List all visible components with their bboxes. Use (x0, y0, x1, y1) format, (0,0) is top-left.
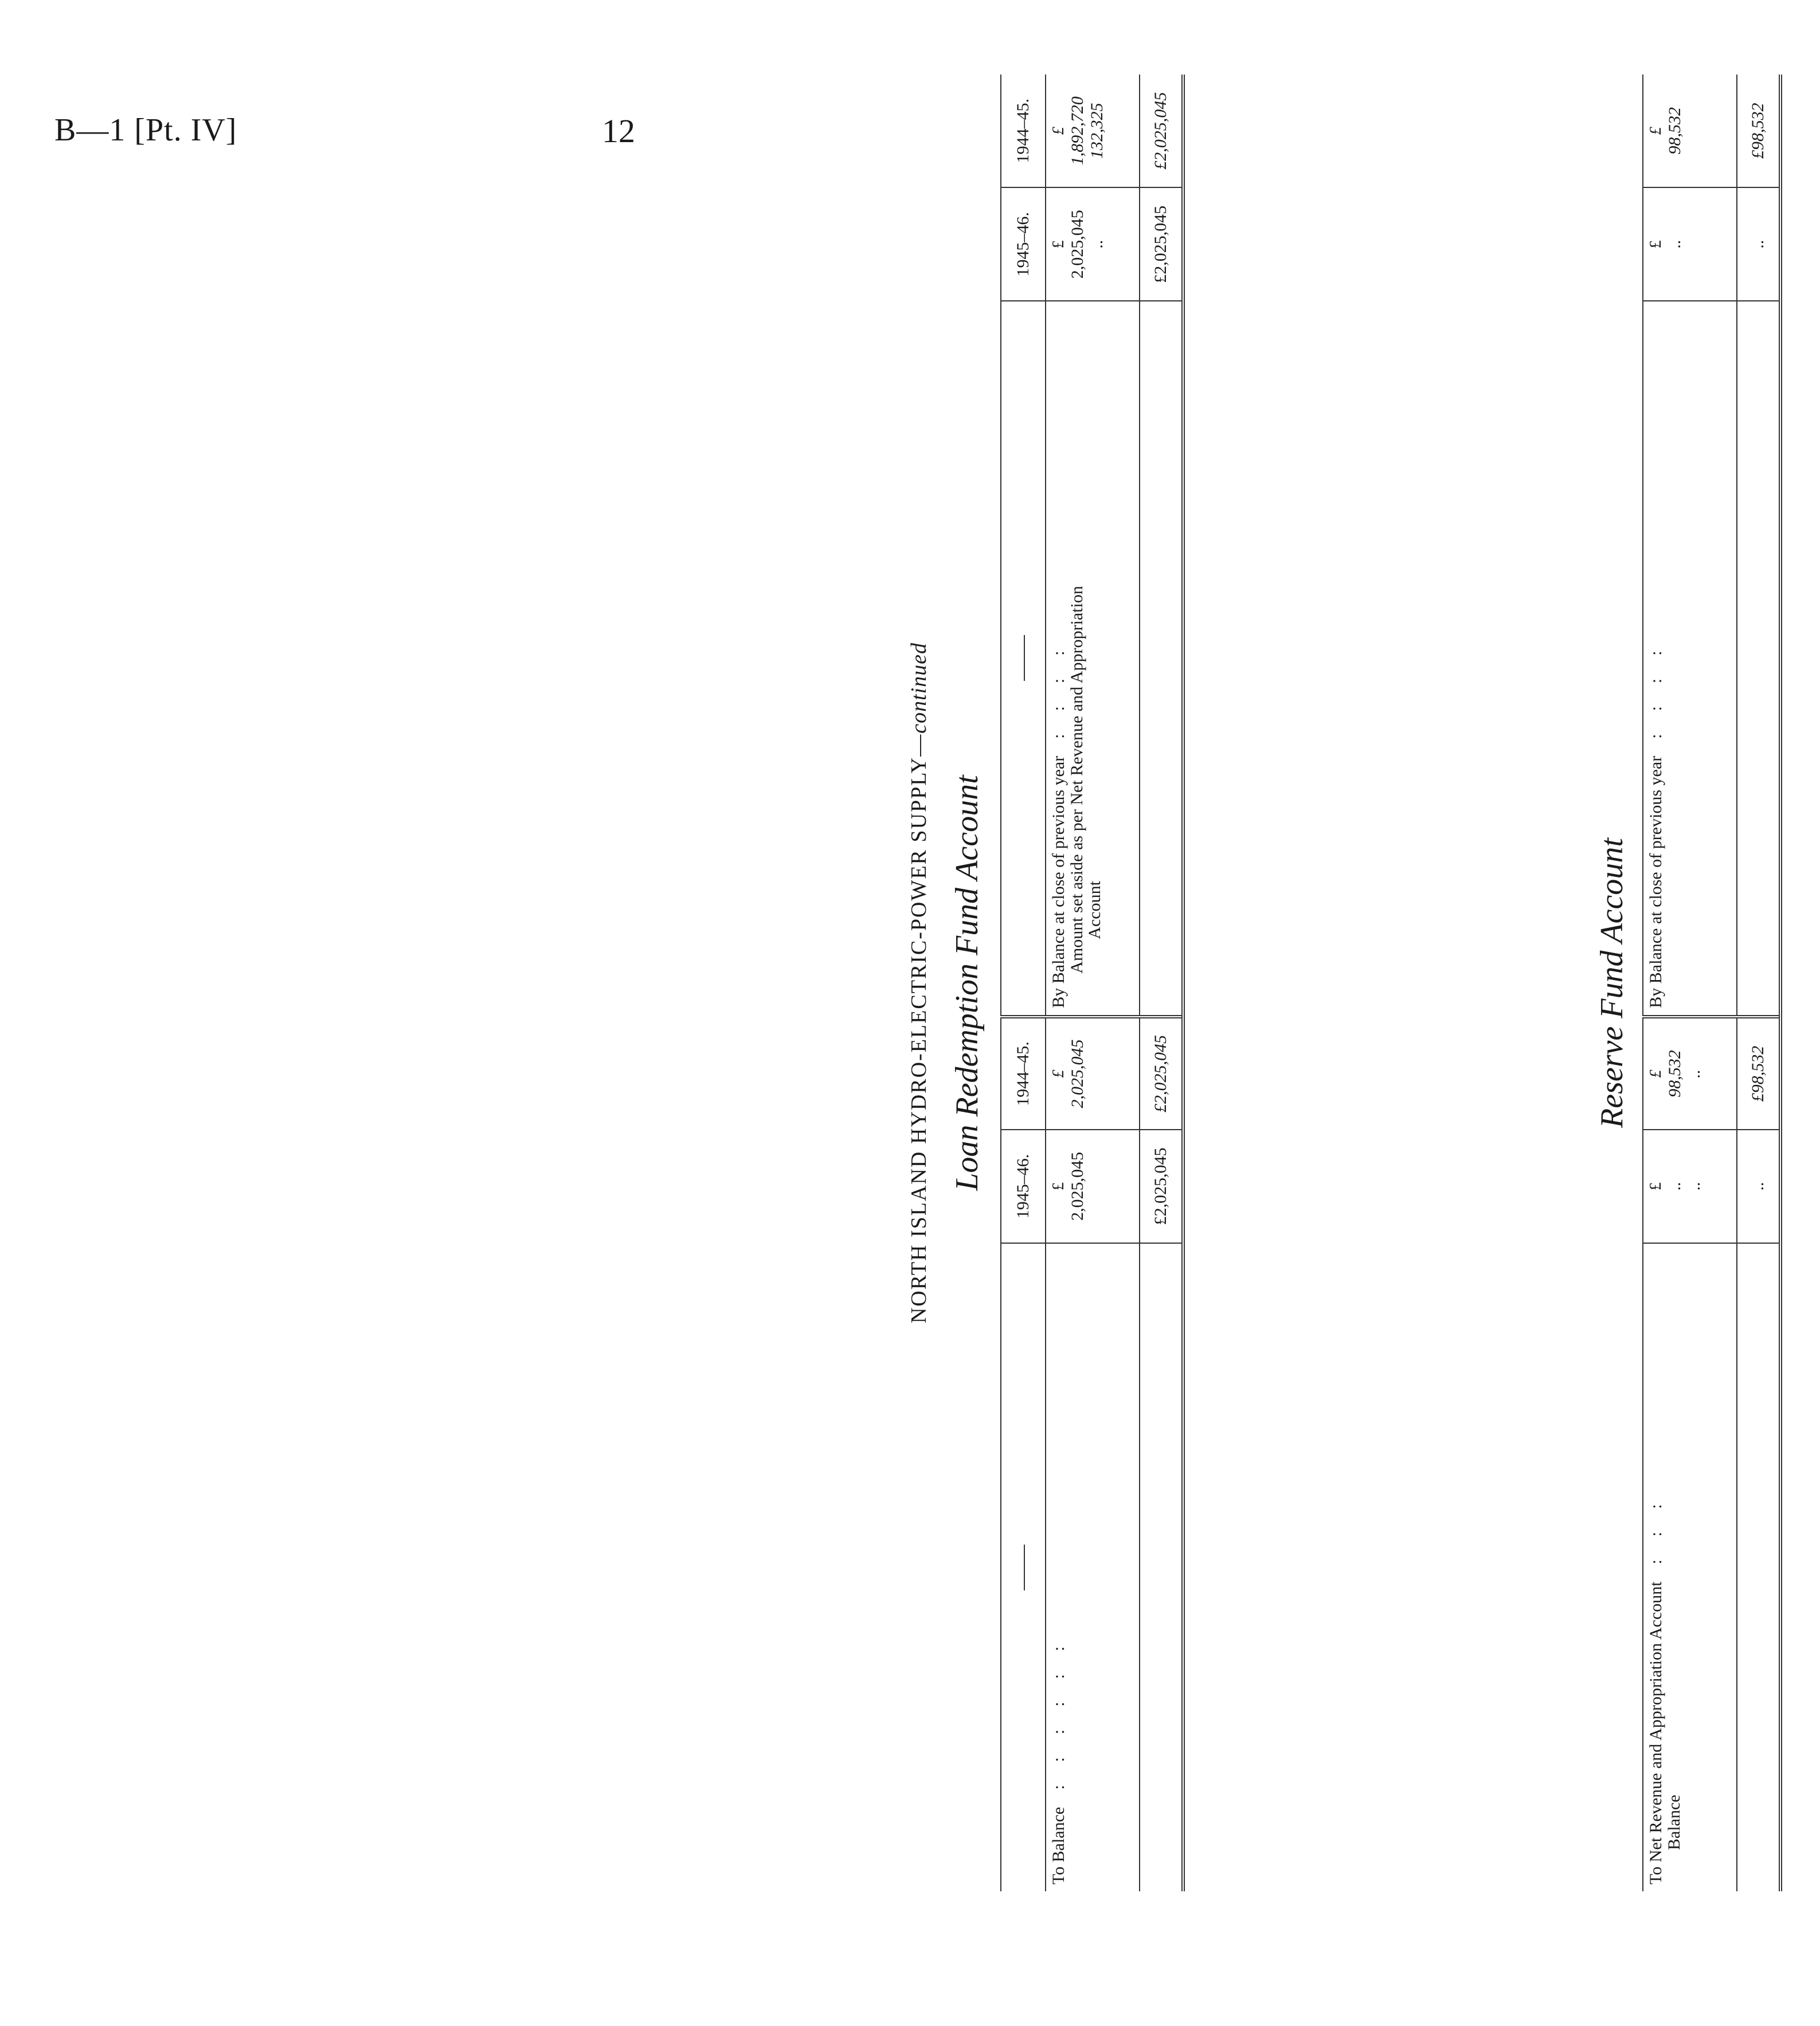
to-balance-label: To Balance (1049, 1806, 1068, 1884)
cr-year-1944-header: 1944–45. (1001, 75, 1046, 187)
reserve-cr-1944 (1643, 75, 1737, 187)
leader-dots: ::: (1646, 1481, 1665, 1565)
reserve-cr-total-1945: .. (1737, 187, 1780, 300)
dash-mark (1024, 635, 1025, 681)
loan-cr-1944 (1046, 75, 1140, 187)
loan-header-row (1001, 75, 1046, 1891)
reserve-cr-1944-a: 98,532 (1665, 107, 1684, 155)
pound-sign: £ (1050, 1182, 1067, 1190)
reserve-dr-1945 (1643, 1130, 1737, 1243)
leader-dots: :::: (1049, 628, 1068, 739)
title-suffix: continued (907, 642, 931, 734)
reserve-dr-1944-b: .. (1685, 1069, 1704, 1078)
loan-dr-total-1945: £2,025,045 (1140, 1130, 1183, 1243)
pound-sign: £ (1647, 127, 1665, 135)
pound-sign: £ (1050, 127, 1067, 135)
dash-mark (1024, 1545, 1025, 1590)
reserve-dr-1944 (1643, 1017, 1737, 1130)
loan-dr-label (1046, 1243, 1140, 1891)
leader-dots: :::::: (1049, 1623, 1068, 1790)
pound-sign: £ (1050, 1069, 1067, 1078)
reserve-cr-total-blank (1737, 301, 1780, 1017)
loan-cr-label (1046, 301, 1140, 1017)
reserve-cr-1945-a: .. (1665, 240, 1684, 249)
dr-year-1945-header: 1945–46. (1001, 1130, 1046, 1243)
loan-body-row (1046, 75, 1140, 1891)
pound-sign: £ (1647, 1069, 1665, 1078)
loan-dr-total-blank (1140, 1243, 1183, 1891)
amount-set-aside-label: Amount set aside as per Net Revenue and Appropriation (1067, 586, 1086, 974)
loan-dr-1945-value: 2,025,045 (1068, 1151, 1087, 1221)
reserve-dr-1944-a: 98,532 (1665, 1050, 1684, 1098)
reserve-cr-total-1944: £98,532 (1737, 75, 1780, 187)
dr-blank-header (1001, 1243, 1046, 1891)
reserve-dr-total-blank (1737, 1243, 1780, 1891)
loan-dr-total-1944: £2,025,045 (1140, 1017, 1183, 1130)
loan-cr-1945 (1046, 187, 1140, 300)
loan-cr-1944-a: 1,892,720 (1068, 96, 1087, 166)
to-net-revenue-label: To Net Revenue and Appropriation Account (1646, 1581, 1665, 1884)
dr-year-1944-header: 1944–45. (1001, 1017, 1046, 1130)
page-reference: B—1 [Pt. IV] (54, 112, 237, 148)
loan-total-row (1140, 75, 1183, 1891)
loan-cr-1945-b: .. (1087, 240, 1106, 249)
by-balance-reserve-label: By Balance at close of previous year (1646, 755, 1665, 1008)
reserve-total-row (1737, 75, 1780, 1891)
account-label: Account (1085, 881, 1104, 939)
loan-cr-total-1944: £2,025,045 (1140, 75, 1183, 187)
balance-label: Balance (1664, 1794, 1684, 1850)
leader-dots: :::: (1646, 628, 1665, 739)
pound-sign: £ (1647, 1182, 1665, 1190)
loan-cr-total-blank (1140, 301, 1183, 1017)
pound-sign: £ (1050, 240, 1067, 249)
reserve-account-subtitle: Reserve Fund Account (1594, 838, 1630, 1128)
reserve-fund-table (1642, 75, 1782, 1891)
reserve-cr-label (1643, 301, 1737, 1017)
reserve-dr-1945-b: .. (1685, 1182, 1704, 1191)
reserve-dr-total-1945: .. (1737, 1130, 1780, 1243)
reserve-cr-1945 (1643, 187, 1737, 300)
rotated-accounts-body (903, 75, 1820, 1891)
reserve-dr-label (1643, 1243, 1737, 1891)
reserve-dr-total-1944: £98,532 (1737, 1017, 1780, 1130)
cr-year-1945-header: 1945–46. (1001, 187, 1046, 300)
document-title (906, 75, 931, 1891)
reserve-body-row (1643, 75, 1737, 1891)
loan-cr-total-1945: £2,025,045 (1140, 187, 1183, 300)
loan-cr-1945-a: 2,025,045 (1068, 210, 1087, 279)
loan-cr-1944-b: 132,325 (1087, 103, 1106, 159)
pound-sign: £ (1647, 240, 1665, 249)
loan-account-subtitle: Loan Redemption Fund Account (949, 775, 985, 1191)
loan-dr-1944-value: 2,025,045 (1068, 1039, 1087, 1108)
reserve-dr-1945-a: .. (1665, 1182, 1684, 1191)
loan-redemption-table (1000, 75, 1185, 1891)
cr-blank-header (1001, 301, 1046, 1017)
page-number: 12 (602, 112, 635, 150)
loan-dr-1945 (1046, 1130, 1140, 1243)
loan-dr-1944 (1046, 1017, 1140, 1130)
by-balance-label: By Balance at close of previous year (1049, 755, 1068, 1008)
title-text: NORTH ISLAND HYDRO-ELECTRIC-POWER SUPPLY— (907, 733, 931, 1323)
